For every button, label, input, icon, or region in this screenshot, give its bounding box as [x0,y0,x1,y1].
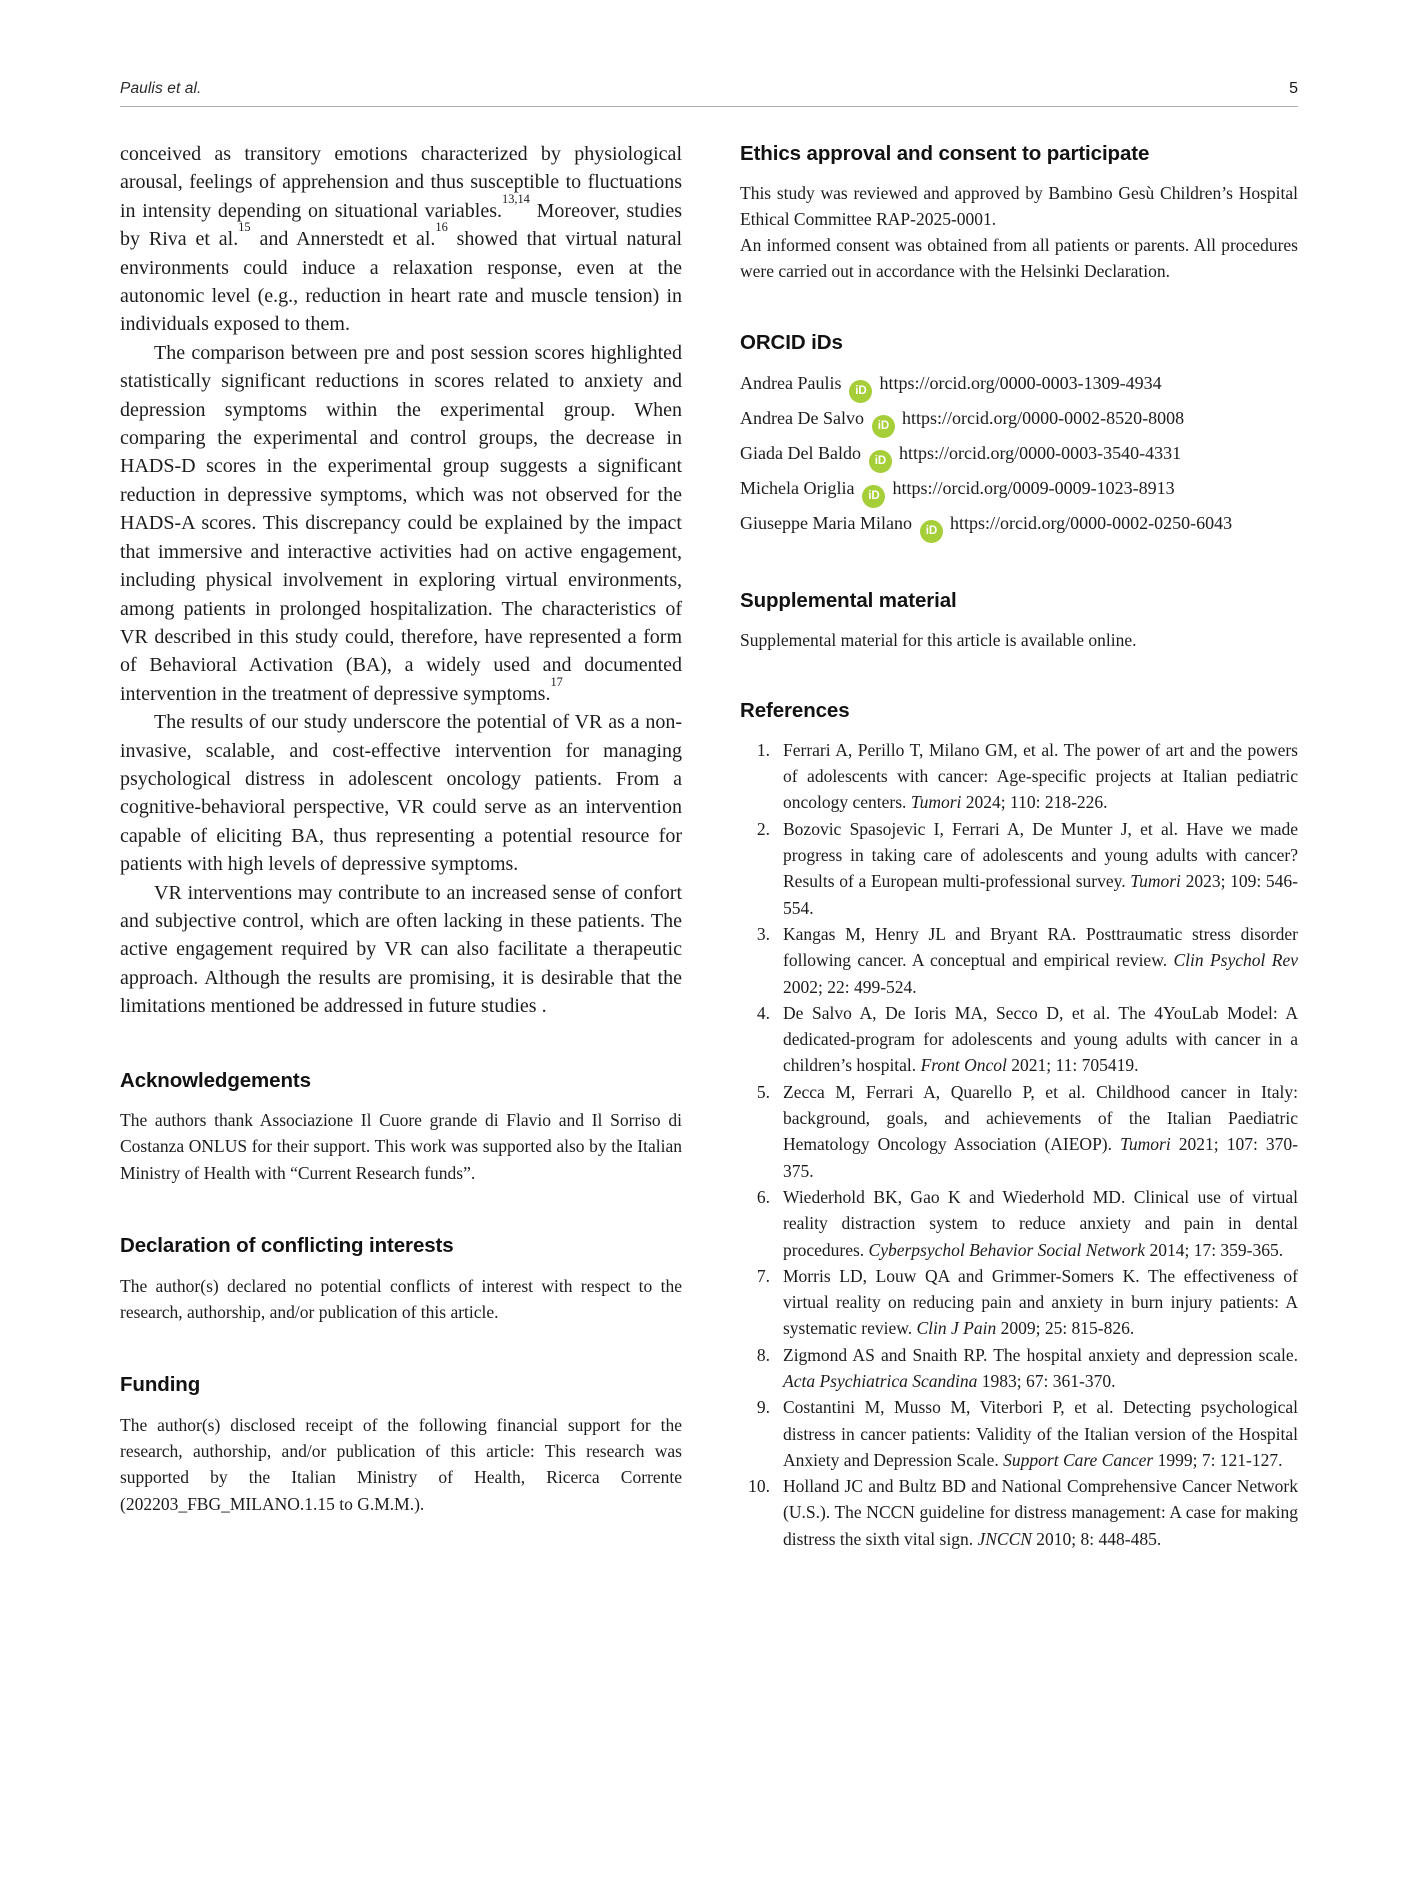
orcid-id-icon: iD [862,485,885,508]
journal-name: Clin Psychol Rev [1173,950,1298,971]
right-column [740,140,1298,1552]
section-heading-references: References [740,699,850,723]
ethics-text-1: This study was reviewed and approved by Bambino Gesù Children’s Hospital Ethical Committee RAP-2025-0001. [740,182,1298,229]
reference-item [740,1184,1298,1263]
citation-superscript: 16 [435,220,448,235]
reference-text: Morris LD, Louw QA and Grimmer-Somers K. The effectiveness of virtual reality on reducing pain and anxiety in burn injury patients: A systematic review. Clin J Pain 2009; 25: 815-826. [783,1265,1298,1339]
orcid-id-icon: iD [920,520,943,543]
reference-item [740,921,1298,1000]
orcid-url-link[interactable]: https://orcid.org/0000-0003-3540-4331 [898,443,1182,464]
section-heading-declaration: Declaration of conflicting interests [120,1234,454,1258]
journal-name: Clin J Pain [916,1318,997,1339]
reference-text: Bozovic Spasojevic I, Ferrari A, De Munter J, et al. Have we made progress in taking care of adolescents and young adults with cancer? Results of a European multi-professional survey. Tumori 2023; 109: 546-554. [783,818,1298,918]
orcid-id-icon: iD [869,450,892,473]
reference-number: 8. [756,1344,770,1365]
reference-item [740,1342,1298,1395]
orcid-entry [740,438,1298,473]
section-heading-ethics: Ethics approval and consent to participate [740,142,1150,165]
body-paragraph: VR interventions may contribute to an increased sense of confort and subjective control, which are often lacking in these patients. The active engagement required by VR can also facilitate a therapeutic approach. Although the results are promising, it is desirable that the limitations mentioned be addressed in future studies . [120,881,682,1018]
orcid-entry [740,508,1298,543]
orcid-url-link[interactable]: https://orcid.org/0000-0002-0250-6043 [949,513,1233,534]
journal-name: Front Oncol [920,1055,1007,1076]
reference-number: 4. [756,1002,770,1023]
body-paragraph: conceived as transitory emotions characterized by physiological arousal, feelings of apprehension and thus susceptible to fluctuations in intensity depending on situational variables.$^{13,14}$ Moreover, studies by Riva et al.$^{15}$ and Annerstedt et al.$^{16}$ showed that virtual natural environments could induce a relaxation response, even at the autonomic level (e.g., reduction in heart rate and muscle tension) in individuals exposed to them. [120,143,683,336]
acknowledgements-text: The authors thank Associazione Il Cuore grande di Flavio and Il Sorriso di Costanza ONLUS for their support. This work was supported also by the Italian Ministry of Health with “Current Research funds”. [120,1110,682,1183]
body-paragraph: The results of our study underscore the potential of VR as a non-invasive, scalable, and cost-effective intervention for managing psychological distress in adolescent oncology patients. From a cognitive-behavioral perspective, VR could serve as an intervention capable of eliciting BA, thus representing a potential resource for patients with high levels of depressive symptoms. [120,711,682,876]
section-heading-funding: Funding [120,1373,201,1397]
left-column [120,140,682,1517]
citation-superscript: 13,14 [502,191,530,206]
page-number: 5 [1289,80,1298,97]
citation-superscript: 15 [238,220,251,235]
journal-name: Tumori [910,792,962,813]
section-heading-supplemental: Supplemental material [740,589,957,613]
reference-item [740,816,1298,921]
orcid-entry [740,473,1298,508]
reference-text: Kangas M, Henry JL and Bryant RA. Posttraumatic stress disorder following cancer. A conceptual and empirical review. Clin Psychol Rev 2002; 22: 499-524. [783,923,1298,997]
reference-item [740,1079,1298,1184]
page-header [120,80,1298,98]
reference-number: 1. [756,739,770,760]
body-paragraph: The comparison between pre and post session scores highlighted statistically significant reductions in scores related to anxiety and depression symptoms within the experimental group. When comparing the experimental and control groups, the decrease in HADS-D scores in the experimental group suggests a significant reduction in depressive symptoms, which was not observed for the HADS-A scores. This discrepancy could be explained by the impact that immersive and interactive activities had on active engagement, including physical involvement in exploring virtual environments, among patients in prolonged hospitalization. The characteristics of VR described in this study could, therefore, have represented a form of Behavioral Activation (BA), a widely used and documented intervention in the treatment of depressive symptoms.$^{17}$ [120,341,682,705]
reference-item [740,1394,1298,1473]
reference-item [740,1263,1298,1342]
orcid-entry [740,403,1298,438]
funding-text: The author(s) disclosed receipt of the following financial support for the research, authorship, and/or publication of this article: This research was supported by the Italian Ministry of Health, Ricerca Corrente (202203_FBG_MILANO.1.15 to G.M.M.). [120,1414,682,1514]
journal-name: Tumori [1130,871,1181,892]
reference-text: Wiederhold BK, Gao K and Wiederhold MD. Clinical use of virtual reality distraction system to reduce anxiety and pain in dental procedures. Cyberpsychol Behavior Social Network 2014; 17: 359-365. [783,1186,1298,1260]
journal-name: Support Care Cancer [1003,1449,1154,1470]
ethics-text-2: An informed consent was obtained from all patients or parents. All procedures were carried out in accordance with the Helsinki Declaration. [740,235,1298,282]
citation-superscript: 17 [550,674,563,689]
orcid-url-link[interactable]: https://orcid.org/0000-0003-1309-4934 [879,373,1162,394]
reference-item [740,737,1298,816]
section-heading-orcid: ORCID iDs [740,330,843,354]
orcid-author-name: Andrea Paulis [740,373,842,394]
reference-text: De Salvo A, De Ioris MA, Secco D, et al. The 4YouLab Model: A dedicated-program for adolescents and young adults with cancer in a children’s hospital. Front Oncol 2021; 11: 705419. [783,1002,1298,1076]
reference-number: 6. [756,1186,770,1207]
reference-number: 9. [756,1397,770,1418]
reference-item [740,1000,1298,1079]
reference-number: 3. [756,923,770,944]
orcid-url-link[interactable]: https://orcid.org/0000-0002-8520-8008 [901,408,1185,429]
orcid-entry [740,368,1298,403]
reference-text: Ferrari A, Perillo T, Milano GM, et al. The power of art and the powers of adolescents with cancer: Age-specific projects at Italian pediatric oncology centers. Tumori 2024; 110: 218-226. [783,739,1298,813]
header-divider [120,106,1298,107]
orcid-author-name: Andrea De Salvo [740,408,864,429]
journal-name: Cyberpsychol Behavior Social Network [868,1239,1146,1260]
reference-list [740,737,1298,1552]
journal-name: JNCCN [977,1528,1032,1549]
reference-text: Costantini M, Musso M, Viterbori P, et al. Detecting psychological distress in cancer patients: Validity of the Italian version of the Hospital Anxiety and Depression Scale. Support Care Cancer 1999; 7: 121-127. [783,1397,1298,1470]
orcid-id-icon: iD [872,415,895,438]
reference-item [740,1473,1298,1552]
orcid-list [740,368,1298,543]
reference-text: Zecca M, Ferrari A, Quarello P, et al. Childhood cancer in Italy: background, goals, and achievements of the Italian Paediatric Hematology Oncology Association (AIEOP). Tumori 2021; 107: 370-375. [783,1081,1299,1181]
orcid-id-icon: iD [849,380,872,403]
section-heading-acknowledgements: Acknowledgements [120,1068,311,1092]
orcid-author-name: Giuseppe Maria Milano [740,513,912,534]
journal-name: Acta Psychiatrica Scandina [783,1370,978,1391]
reference-text: Holland JC and Bultz BD and National Comprehensive Cancer Network (U.S.). The NCCN guideline for distress management: A case for making distress the sixth vital sign. JNCCN 2010; 8: 448-485. [783,1476,1298,1549]
reference-number: 2. [756,818,770,839]
reference-number: 7. [756,1265,770,1286]
orcid-url-link[interactable]: https://orcid.org/0009-0009-1023-8913 [892,478,1175,499]
orcid-author-name: Giada Del Baldo [740,443,861,464]
orcid-author-name: Michela Origlia [740,478,855,499]
supplemental-text: Supplemental material for this article is available online. [740,629,1137,650]
reference-number: 5. [756,1081,770,1102]
running-head-authors: Paulis et al. [120,80,202,97]
reference-number: 10. [748,1476,770,1497]
declaration-text: The author(s) declared no potential conflicts of interest with respect to the research, authorship, and/or publication of this article. [120,1275,682,1322]
reference-text: Zigmond AS and Snaith RP. The hospital anxiety and depression scale. Acta Psychiatrica Scandina 1983; 67: 361-370. [783,1344,1298,1391]
journal-name: Tumori [1120,1134,1171,1155]
